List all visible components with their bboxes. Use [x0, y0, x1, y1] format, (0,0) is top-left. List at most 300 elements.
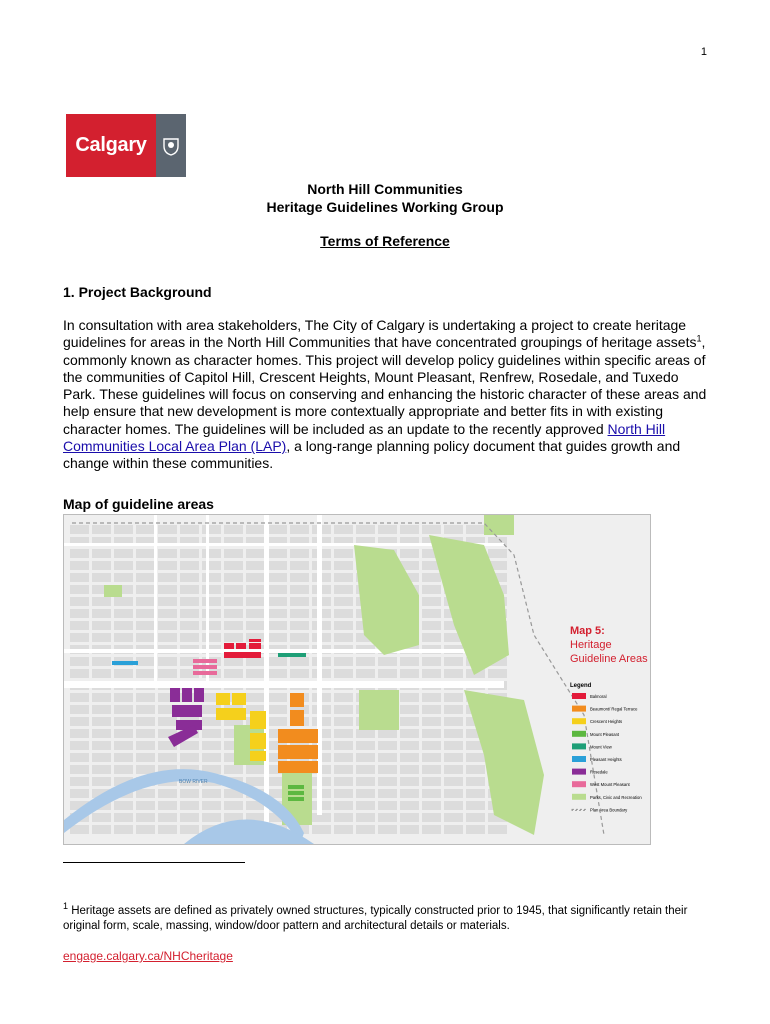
map-block [268, 669, 287, 678]
page-number: 1 [700, 46, 707, 58]
map-block [400, 825, 419, 834]
map-block [378, 801, 397, 810]
map-block [488, 549, 507, 558]
map-block [290, 609, 309, 618]
map-block [356, 813, 375, 822]
map-block [136, 753, 155, 762]
map-block [224, 657, 243, 666]
map-block [268, 621, 287, 630]
legend-label: Crescent Heights [590, 719, 623, 725]
map-block [422, 525, 441, 534]
map-block [290, 621, 309, 630]
map-block [114, 549, 133, 558]
map-block [180, 753, 199, 762]
legend-swatch [572, 794, 586, 800]
map-block [202, 633, 221, 642]
map-block [136, 801, 155, 810]
map-block [136, 825, 155, 834]
map-block [334, 573, 353, 582]
document-title [0, 180, 770, 216]
map-block [70, 525, 89, 534]
map-block [334, 741, 353, 750]
map-block [334, 549, 353, 558]
map-block [356, 753, 375, 762]
map-block [70, 825, 89, 834]
map-block [444, 741, 463, 750]
map-block [70, 693, 89, 702]
map-block [422, 633, 441, 642]
legend-swatch [572, 731, 586, 737]
map-block [356, 765, 375, 774]
map-block [422, 813, 441, 822]
map-block [92, 741, 111, 750]
map-block [114, 717, 133, 726]
map-block [114, 669, 133, 678]
map-block [444, 813, 463, 822]
map-block [246, 573, 265, 582]
legend-label: Beaumont/ Regal Terrace [590, 706, 638, 712]
map-block [180, 825, 199, 834]
map-block [180, 609, 199, 618]
map-block [158, 597, 177, 606]
map-block [70, 765, 89, 774]
map-block [246, 525, 265, 534]
map-block [466, 525, 485, 534]
map-block [422, 693, 441, 702]
map-block [70, 609, 89, 618]
map-block [180, 789, 199, 798]
map-block [334, 777, 353, 786]
map-block [136, 789, 155, 798]
map-block [114, 525, 133, 534]
map-block [136, 729, 155, 738]
map-block [400, 753, 419, 762]
map-block [378, 657, 397, 666]
map-block [356, 657, 375, 666]
map-block [158, 717, 177, 726]
map-block [400, 729, 419, 738]
map-block [444, 801, 463, 810]
map-block [202, 561, 221, 570]
map-block [180, 801, 199, 810]
map-block [180, 633, 199, 642]
map-block [334, 693, 353, 702]
map-block [114, 621, 133, 630]
map-block [334, 609, 353, 618]
map-block [246, 621, 265, 630]
map-block [158, 633, 177, 642]
map-block [466, 813, 485, 822]
map-block [136, 609, 155, 618]
map-block [290, 669, 309, 678]
map-block [378, 741, 397, 750]
map-block [334, 561, 353, 570]
logo-wordmark: Calgary [66, 114, 156, 177]
map-block [92, 693, 111, 702]
map-block [268, 525, 287, 534]
map-block [422, 777, 441, 786]
map-block [114, 573, 133, 582]
map-block [422, 825, 441, 834]
legend-label: Pleasant Heights [590, 757, 622, 762]
map-block [400, 765, 419, 774]
legend-label: Mount View [590, 744, 612, 750]
map-title-line-2: Heritage [570, 639, 612, 651]
map-block [180, 741, 199, 750]
map-block [70, 789, 89, 798]
map-block [92, 825, 111, 834]
map-block [400, 741, 419, 750]
map-block [114, 561, 133, 570]
map-block [70, 597, 89, 606]
map-block [422, 657, 441, 666]
map-block [444, 777, 463, 786]
map-block [70, 729, 89, 738]
map-block [92, 561, 111, 570]
map-title-line-3: Guideline Areas [570, 653, 648, 665]
legend-swatch [572, 693, 586, 699]
map-block [70, 717, 89, 726]
map-block [444, 729, 463, 738]
map-block [422, 801, 441, 810]
map-block [422, 669, 441, 678]
map-block [356, 789, 375, 798]
legend-label: Mount Pleasant [590, 731, 620, 737]
map-block [92, 525, 111, 534]
map-block [290, 561, 309, 570]
legend-swatch [572, 769, 586, 775]
map-block [334, 753, 353, 762]
map-block [136, 585, 155, 594]
map-block [180, 621, 199, 630]
map-block [356, 669, 375, 678]
map-block [334, 801, 353, 810]
paragraph-text-1: In consultation with area stakeholders, The City of Calgary is undertaking a project to create heritage guidelines for areas in the North Hill Communities that have concentrated groupings of heritage assets [63, 317, 697, 351]
map-block [70, 573, 89, 582]
map-block [400, 669, 419, 678]
map-block [158, 789, 177, 798]
map-block [422, 741, 441, 750]
map-block [378, 753, 397, 762]
map-block [268, 633, 287, 642]
map-block [180, 525, 199, 534]
footnote-text: Heritage assets are defined as privately owned structures, typically constructed prior to 1945, that significantly retain their original form, scale, massing, window/door pattern and architectural details or materials. [63, 905, 688, 932]
map-block [180, 813, 199, 822]
map-block [114, 801, 133, 810]
map-block [422, 609, 441, 618]
legend-title: Legend [570, 683, 592, 689]
map-block [444, 693, 463, 702]
map-block [334, 705, 353, 714]
map-block [422, 753, 441, 762]
legend-label: Parks, Civic and Recreation [590, 794, 642, 800]
map-block [158, 585, 177, 594]
map-block [246, 585, 265, 594]
map-block [400, 693, 419, 702]
map-block [92, 669, 111, 678]
map-block [136, 741, 155, 750]
map-block [158, 669, 177, 678]
map-block [334, 633, 353, 642]
map-block [422, 717, 441, 726]
legend-swatch [572, 756, 586, 762]
map-block [444, 525, 463, 534]
map-block [92, 717, 111, 726]
map-block [70, 741, 89, 750]
map-block [422, 585, 441, 594]
map-block [114, 741, 133, 750]
map-block [158, 657, 177, 666]
map-block [246, 561, 265, 570]
map-block [136, 597, 155, 606]
map-block [224, 597, 243, 606]
title-line-1: North Hill Communities [307, 181, 463, 197]
map-block [466, 825, 485, 834]
map-block [202, 729, 221, 738]
map-block [268, 597, 287, 606]
map-block [92, 705, 111, 714]
legend-swatch [572, 743, 586, 749]
map-block [444, 789, 463, 798]
map-block [202, 789, 221, 798]
map-block [70, 621, 89, 630]
map-block [224, 621, 243, 630]
map-block [356, 741, 375, 750]
legend-swatch [572, 706, 586, 712]
map-block [70, 549, 89, 558]
map-block [268, 693, 287, 702]
legend-swatch [572, 718, 586, 724]
map-block [378, 765, 397, 774]
map-block [180, 573, 199, 582]
map-block [202, 549, 221, 558]
map-block [180, 585, 199, 594]
map-block [356, 825, 375, 834]
section-heading: 1. Project Background [63, 284, 212, 300]
map-block [136, 705, 155, 714]
map-block [334, 825, 353, 834]
map-block [400, 549, 419, 558]
map-block [202, 525, 221, 534]
map-block [290, 525, 309, 534]
map-block [246, 765, 265, 774]
paragraph-text-2: , commonly known as character homes. This project will develop policy guidelines within specific areas of the communities of Capitol Hill, Crescent Heights, Mount Pleasant, Renfrew, Rosedale, and Tuxedo Park. These guidelines will focus on conserving and enhancing the historic character of these areas and help ensure that new development is more contextually appropriate and better fits in with existing character homes. The guidelines will be included as an update to the recently approved [63, 334, 707, 437]
map-block [334, 525, 353, 534]
title-line-2: Heritage Guidelines Working Group [266, 199, 504, 215]
map-block [422, 573, 441, 582]
footnote-number: 1 [63, 901, 69, 912]
crest-icon [156, 114, 186, 177]
map-block [136, 633, 155, 642]
map-block [246, 549, 265, 558]
map-block [70, 669, 89, 678]
legend-label: Plan Area Boundary [590, 807, 628, 813]
map-block [290, 549, 309, 558]
map-graphic [64, 515, 650, 844]
footnote [63, 901, 713, 934]
map-block [444, 657, 463, 666]
map-block [466, 777, 485, 786]
map-block [378, 813, 397, 822]
map-block [334, 657, 353, 666]
map-block [444, 825, 463, 834]
map-block [136, 621, 155, 630]
map-block [180, 561, 199, 570]
map-block [268, 609, 287, 618]
map-block [180, 597, 199, 606]
map-block [378, 669, 397, 678]
map-block [444, 669, 463, 678]
map-block [158, 561, 177, 570]
map-block [466, 753, 485, 762]
map-block [268, 717, 287, 726]
map-block [224, 669, 243, 678]
map-block [444, 705, 463, 714]
map-block [202, 597, 221, 606]
map-block [444, 753, 463, 762]
map-block [400, 657, 419, 666]
map-block [136, 813, 155, 822]
map-block [356, 777, 375, 786]
map-block [400, 789, 419, 798]
map-heading: Map of guideline areas [63, 496, 214, 512]
map-block [400, 717, 419, 726]
map-block [114, 825, 133, 834]
map-block [400, 525, 419, 534]
map-block [466, 765, 485, 774]
map-block [268, 657, 287, 666]
map-block [466, 789, 485, 798]
map-block [268, 573, 287, 582]
legend-label: Balmoral [590, 694, 607, 699]
map-block [400, 777, 419, 786]
map-block [224, 609, 243, 618]
map-block [158, 573, 177, 582]
map-block [356, 801, 375, 810]
engage-link[interactable]: engage.calgary.ca/NHCheritage [63, 949, 233, 963]
map-block [268, 705, 287, 714]
map-block [334, 813, 353, 822]
map-block [466, 801, 485, 810]
map-block [224, 633, 243, 642]
map-block [92, 549, 111, 558]
lap-link[interactable]: North Hill Communities Local Area Plan (LAP) [63, 420, 666, 455]
map-title-line-1: Map 5: [570, 625, 605, 637]
map-block [334, 597, 353, 606]
map-block [202, 813, 221, 822]
legend-swatch [572, 781, 586, 787]
legend-label: West Mount Pleasant [590, 782, 630, 788]
map-block [70, 633, 89, 642]
map-block [224, 549, 243, 558]
map-block [290, 633, 309, 642]
map-block [202, 753, 221, 762]
map-block [224, 525, 243, 534]
map-block [422, 621, 441, 630]
map-block [378, 777, 397, 786]
map-block [70, 705, 89, 714]
map-block [114, 813, 133, 822]
map-block [114, 597, 133, 606]
map-block [92, 729, 111, 738]
map-block [378, 825, 397, 834]
map-block [92, 621, 111, 630]
map-block [202, 585, 221, 594]
map-block [422, 705, 441, 714]
map-block [444, 717, 463, 726]
map-block [114, 765, 133, 774]
map-block [92, 609, 111, 618]
map-block [70, 561, 89, 570]
map-block [356, 525, 375, 534]
map-block [92, 597, 111, 606]
map-block [158, 609, 177, 618]
map-block [356, 729, 375, 738]
map-block [290, 597, 309, 606]
map-block [158, 801, 177, 810]
map-block [114, 693, 133, 702]
map-block [422, 597, 441, 606]
river-label: BOW RIVER [179, 779, 208, 785]
map-block [246, 669, 265, 678]
map-block [70, 585, 89, 594]
terms-of-reference-heading: Terms of Reference [320, 233, 450, 249]
map-block [158, 813, 177, 822]
map-block [290, 573, 309, 582]
footnote-divider [63, 862, 245, 863]
legend-label: Rosedale [590, 769, 608, 775]
map-block [136, 765, 155, 774]
map-block [268, 549, 287, 558]
map-block [378, 525, 397, 534]
map-block [422, 789, 441, 798]
project-background-paragraph [63, 317, 713, 473]
map-block [334, 729, 353, 738]
map-block [136, 525, 155, 534]
map-block [224, 585, 243, 594]
map-block [488, 825, 507, 834]
map-block [334, 765, 353, 774]
map-block [114, 633, 133, 642]
map-block [136, 693, 155, 702]
map-block [334, 585, 353, 594]
map-block [136, 549, 155, 558]
map-block [422, 729, 441, 738]
map-block [92, 777, 111, 786]
map-block [334, 789, 353, 798]
map-block [334, 669, 353, 678]
map-block [400, 801, 419, 810]
map-block [444, 765, 463, 774]
map-block [334, 717, 353, 726]
map-block [202, 801, 221, 810]
map-block [70, 777, 89, 786]
map-block [268, 585, 287, 594]
paragraph-text-3: , a long-range planning policy document that guides growth and change within these communities. [63, 438, 681, 472]
map-block [202, 741, 221, 750]
map-block [224, 561, 243, 570]
map-block [202, 621, 221, 630]
city-logo [66, 114, 186, 177]
map-block [246, 597, 265, 606]
map-block [92, 765, 111, 774]
map-block [312, 825, 331, 834]
map-block [70, 753, 89, 762]
map-block [378, 729, 397, 738]
map-block [246, 693, 265, 702]
map-block [224, 801, 243, 810]
map-block [334, 621, 353, 630]
